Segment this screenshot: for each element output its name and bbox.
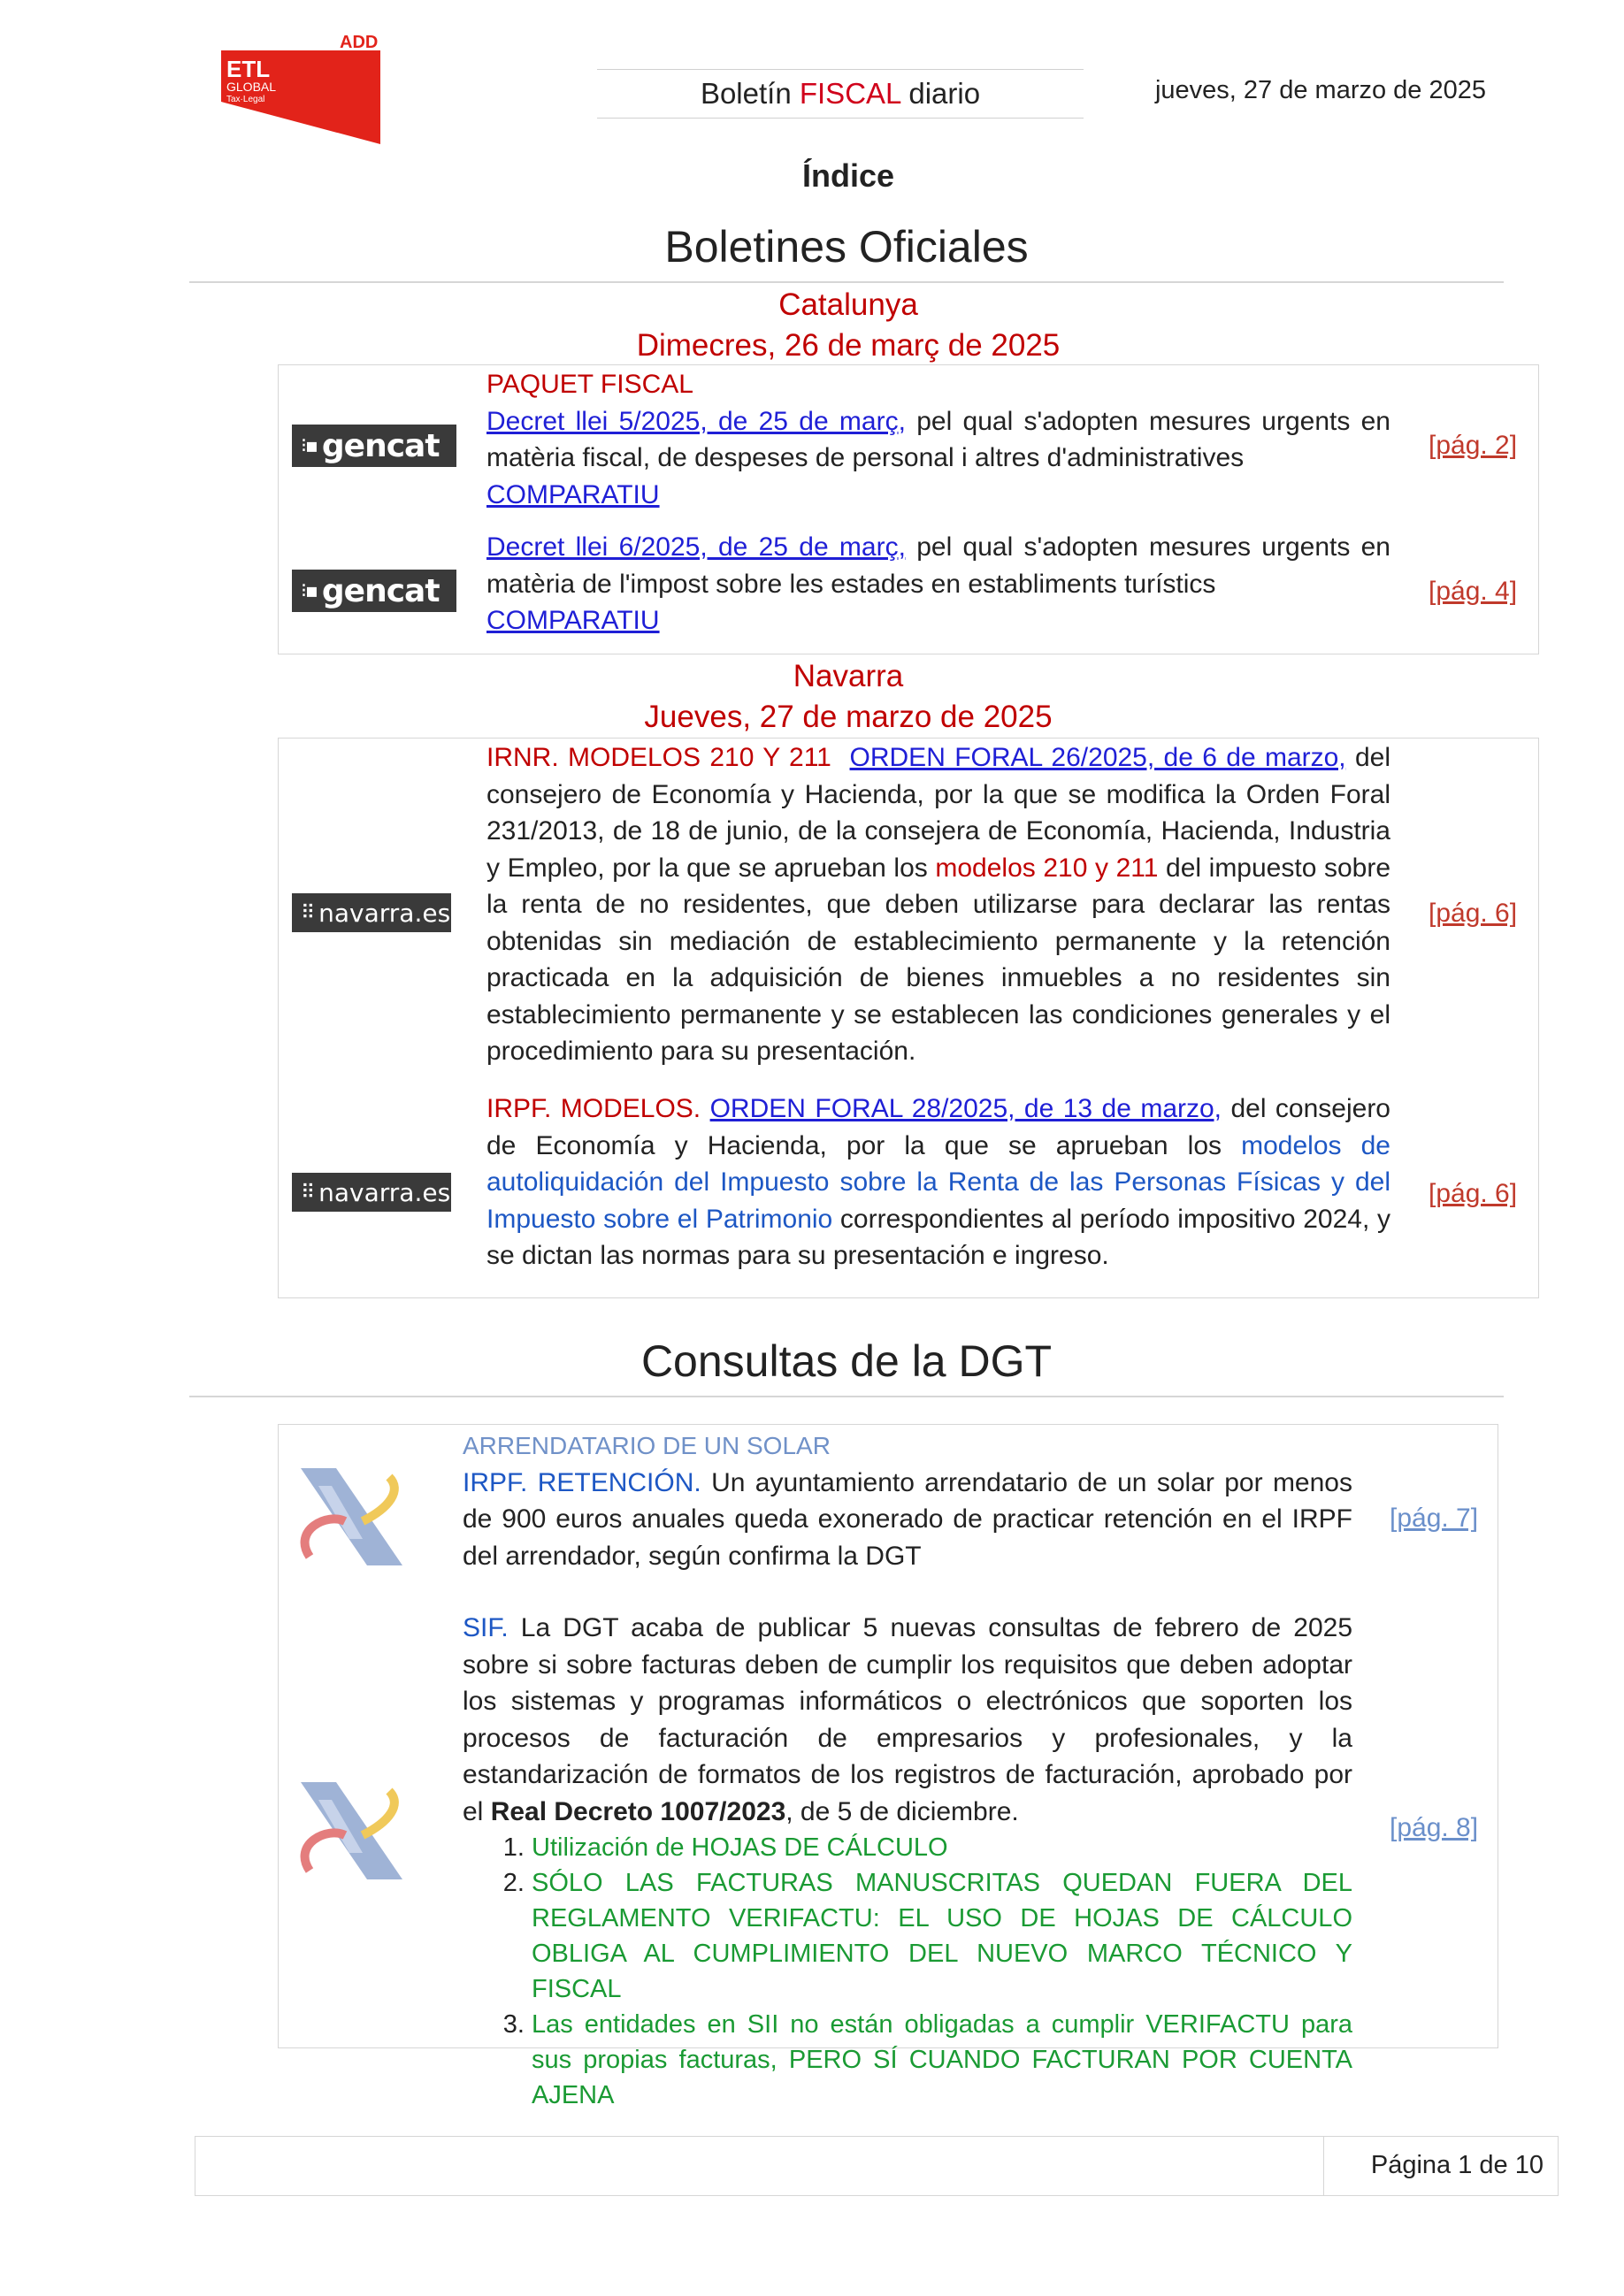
bulletin-entry: IRPF. MODELOS. ORDEN FORAL 28/2025, de 13 de marzo, del consejero de Economía y Hacienda, por la que se aprueban los modelos de autoliquidación del Impuesto sobre la Renta de las Personas Físicas y del Impuesto sobre el Patrimonio correspondientes al período impositivo 2024, y se dictan las normas para su presentación e ingreso. (486, 1094, 1390, 1270)
svg-text:ETL: ETL (226, 56, 271, 82)
bulletin-entry: Decret llei 6/2025, de 25 de març, pel qual s'adopten mesures urgents en matèria de l'impost sobre les estades en establiments turístics COMPARATIU (486, 532, 1390, 635)
gencat-logo: ⁝▪ gencat (292, 425, 456, 467)
gencat-logo: ⁝▪ gencat (292, 570, 456, 612)
newsletter-title: Boletín FISCAL diario (597, 69, 1084, 119)
aeat-logo (292, 1459, 416, 1574)
navarra-logo: ⠿ navarra.es (292, 893, 451, 932)
aeat-logo-icon (292, 1459, 416, 1574)
index-heading: Índice (801, 157, 895, 194)
section-title-consultas: Consultas de la DGT (640, 1336, 1053, 1386)
dots-grid-icon: ⠿ (301, 1181, 314, 1204)
etl-global-logo (203, 31, 380, 144)
dots-grid-icon: ⠿ (301, 901, 314, 924)
region-navarra: Navarra (793, 659, 904, 693)
region-date: Dimecres, 26 de març de 2025 (636, 328, 1061, 363)
aeat-logo (292, 1773, 416, 1888)
orden-foral-link[interactable]: ORDEN FORAL 26/2025, de 6 de marzo, (849, 743, 1346, 772)
comparatiu-link[interactable]: COMPARATIU (486, 606, 660, 635)
entry-label: SIF. (463, 1613, 509, 1642)
highlight: modelos de autoliquidación del Impuesto sobre la Renta de las Personas Físicas y del Impuesto sobre el Patrimonio (486, 1130, 1390, 1234)
consulta-list (463, 1830, 1352, 2113)
page-link[interactable]: [pág. 8] (1390, 1813, 1479, 1842)
consulta-heading: ARRENDATARIO DE UN SOLAR (463, 1432, 831, 1459)
list-item: 1. Utilización de HOJAS DE CÁLCULO (532, 1830, 1352, 1865)
svg-text:GLOBAL: GLOBAL (226, 80, 277, 94)
list-item: 3. Las entidades en SII no están obligadas a cumplir VERIFACTU para sus propias facturas, PERO SÍ CUANDO FACTURAN POR CUENTA AJENA (532, 2007, 1352, 2113)
footer-divider (1323, 2136, 1324, 2196)
bulletin-entry: PAQUET FISCAL Decret llei 5/2025, de 25 de març, pel qual s'adopten mesures urgents en matèria fiscal, de despeses de personal i altres d'administratives COMPARATIU (486, 366, 1390, 513)
entry-label: IRNR. MODELOS 210 Y 211 (486, 743, 831, 772)
page-link[interactable]: [pág. 6] (1429, 899, 1518, 928)
list-item: 2. SÓLO LAS FACTURAS MANUSCRITAS QUEDAN FUERA DEL REGLAMENTO VERIFACTU: EL USO DE HOJAS DE CÁLCULO OBLIGA AL CUMPLIMIENTO DEL NUEVO MARCO TÉCNICO Y FISCAL (532, 1865, 1352, 2007)
highlight: modelos 210 y 211 (935, 853, 1159, 883)
section-divider (189, 281, 1504, 283)
section-divider (189, 1396, 1504, 1397)
navarra-logo: ⠿ navarra.es (292, 1173, 451, 1212)
svg-text:Tax·Legal: Tax·Legal (226, 95, 265, 104)
etl-global-logo-icon (203, 31, 380, 144)
page-number: Página 1 de 10 (1370, 2151, 1544, 2179)
consulta-entry: ARRENDATARIO DE UN SOLAR IRPF. RETENCIÓN. Un ayuntamiento arrendatario de un solar por menos de 900 euros anuales queda exonerado de practicar retención en el IRPF del arrendador, según confirma la DGT (463, 1427, 1352, 1574)
aeat-logo-icon (292, 1773, 416, 1888)
title-accent: FISCAL (799, 77, 901, 110)
header-date: jueves, 27 de marzo de 2025 (1154, 76, 1486, 104)
region-catalunya: Catalunya (778, 287, 918, 322)
decree-link[interactable]: Decret llei 5/2025, de 25 de març, (486, 406, 906, 436)
decree-link[interactable]: Decret llei 6/2025, de 25 de març, (486, 532, 906, 562)
real-decreto: Real Decreto 1007/2023 (490, 1796, 786, 1826)
dots-icon: ⁝▪ (301, 579, 317, 602)
entry-label: IRPF. MODELOS. (486, 1094, 701, 1123)
comparatiu-link[interactable]: COMPARATIU (486, 479, 660, 509)
region-date: Jueves, 27 de marzo de 2025 (644, 700, 1053, 734)
page-link[interactable]: [pág. 4] (1429, 577, 1518, 606)
svg-text:ADD: ADD (340, 33, 379, 52)
entry-label: PAQUET FISCAL (486, 370, 693, 399)
page-link[interactable]: [pág. 7] (1390, 1504, 1479, 1533)
page-link[interactable]: [pág. 2] (1429, 431, 1518, 460)
section-title-boletines: Boletines Oficiales (664, 222, 1029, 272)
page-link[interactable]: [pág. 6] (1429, 1179, 1518, 1208)
consulta-entry: SIF. La DGT acaba de publicar 5 nuevas consultas de febrero de 2025 sobre si sobre facturas deben de cumplir los requisitos que deben adoptar los sistemas y programas informáticos o electrónicos que soporten los procesos de facturación de empresarios y profesionales, y la estandarización de formatos de los registros de facturación, aprobado por el Real Decreto 1007/2023, de 5 de diciembre. 1. Utilización de HOJAS DE CÁLCULO 2. SÓLO LAS FACTURAS MANUSCRITAS QUEDAN FUERA DEL REGLAMENTO VERIFACTU: EL USO DE HOJAS DE CÁLCULO OBLIGA AL CUMPLIMIENTO DEL NUEVO MARCO TÉCNICO Y FISCAL 3. Las entidades en SII no están obligadas a cumplir VERIFACTU para sus propias facturas, PERO SÍ CUANDO FACTURAN POR CUENTA AJENA (463, 1610, 1352, 2113)
orden-foral-link[interactable]: ORDEN FORAL 28/2025, de 13 de marzo, (709, 1094, 1222, 1123)
bulletin-entry: IRNR. MODELOS 210 Y 211 ORDEN FORAL 26/2025, de 6 de marzo, del consejero de Economía y Hacienda, por la que se modifica la Orden Foral 231/2013, de 18 de junio, de la consejera de Economía, Hacienda, Industria y Empleo, por la que se aprueban los modelos 210 y 211 del impuesto sobre la renta de no residentes, que deben utilizarse para declarar las rentas obtenidas sin mediación de establecimiento permanente y la retención practicada en la adquisición de bienes inmuebles a no residentes sin establecimiento permanente y se establecen las condiciones generales y el procedimiento para su presentación. (486, 743, 1391, 1066)
dots-icon: ⁝▪ (301, 434, 317, 457)
entry-label: IRPF. RETENCIÓN. (463, 1467, 701, 1497)
